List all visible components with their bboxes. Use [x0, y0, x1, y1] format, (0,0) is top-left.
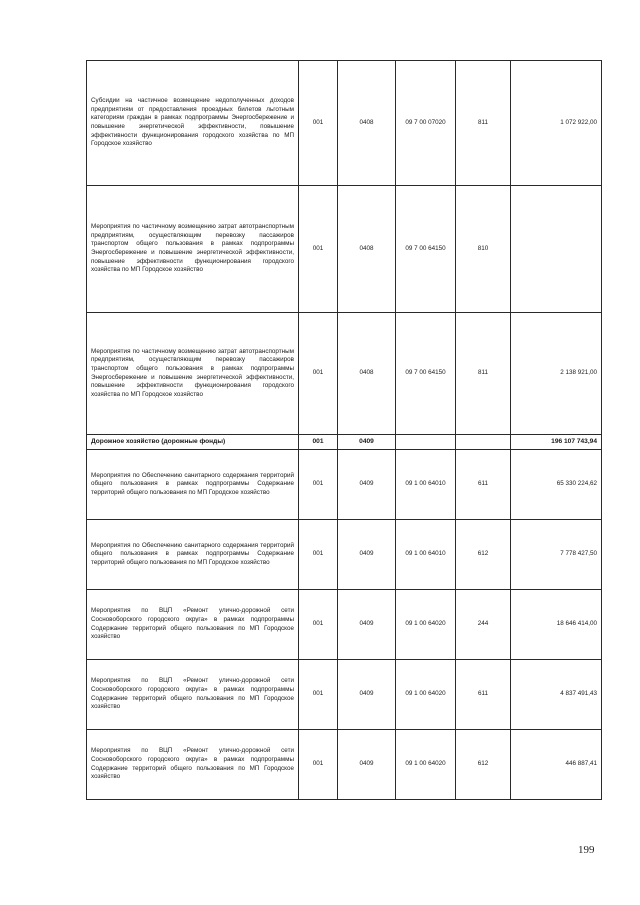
cell-name: Мероприятия по ВЦП «Ремонт улично-дорожной сети Сосновоборского городского округа» в рамках подпрограммы Содержание территорий общего пользования по МП Городское хозяйство	[87, 730, 299, 800]
cell-expense-type	[456, 435, 511, 450]
cell-amount: 196 107 743,94	[511, 435, 602, 450]
cell-section: 0409	[338, 730, 396, 800]
cell-section: 0408	[338, 186, 396, 313]
cell-name: Мероприятия по ВЦП «Ремонт улично-дорожной сети Сосновоборского городского округа» в рамках подпрограммы Содержание территорий общего пользования по МП Городское хозяйство	[87, 660, 299, 730]
cell-section: 0409	[338, 590, 396, 660]
cell-grbs: 001	[299, 313, 338, 435]
cell-amount: 4 837 491,43	[511, 660, 602, 730]
cell-section: 0408	[338, 61, 396, 186]
table-row	[87, 61, 602, 186]
cell-target-article: 09 1 00 64010	[396, 450, 456, 520]
cell-expense-type: 244	[456, 590, 511, 660]
cell-amount: 2 138 921,00	[511, 313, 602, 435]
cell-section: 0408	[338, 313, 396, 435]
cell-amount: 1 072 922,00	[511, 61, 602, 186]
cell-grbs: 001	[299, 450, 338, 520]
cell-section: 0409	[338, 660, 396, 730]
table-row	[87, 590, 602, 660]
cell-expense-type: 811	[456, 61, 511, 186]
cell-name: Мероприятия по частичному возмещению затрат автотранспортным предприятиям, осуществляющим перевозку пассажиров транспортом общего пользования в рамках подпрограммы Энергосбережение и повышение энергетической эффективности, повышение эффективности функционирования городского хозяйства по МП Городское хозяйство	[87, 313, 299, 435]
cell-amount: 18 646 414,00	[511, 590, 602, 660]
table-row	[87, 520, 602, 590]
cell-grbs: 001	[299, 520, 338, 590]
cell-expense-type: 611	[456, 450, 511, 520]
page-number: 199	[578, 844, 595, 856]
cell-expense-type: 811	[456, 313, 511, 435]
table-row	[87, 186, 602, 313]
table-row	[87, 435, 602, 450]
cell-name: Субсидии на частичное возмещение недополученных доходов предприятиям от предоставления проездных билетов льготным категориям граждан в рамках подпрограммы Энергосбережение и повышение энергетической эффективности, повышение эффективности функционирования городского хозяйства по МП Городское хозяйство	[87, 61, 299, 186]
cell-amount: 65 330 224,62	[511, 450, 602, 520]
table-row	[87, 730, 602, 800]
budget-table	[86, 60, 602, 800]
cell-target-article: 09 1 00 64020	[396, 590, 456, 660]
cell-target-article: 09 7 00 64150	[396, 186, 456, 313]
cell-target-article: 09 1 00 64010	[396, 520, 456, 590]
cell-section: 0409	[338, 450, 396, 520]
cell-target-article: 09 1 00 64020	[396, 660, 456, 730]
cell-section: 0409	[338, 520, 396, 590]
cell-target-article	[396, 435, 456, 450]
table-row	[87, 313, 602, 435]
cell-amount: 7 778 427,50	[511, 520, 602, 590]
cell-expense-type: 612	[456, 520, 511, 590]
cell-expense-type: 810	[456, 186, 511, 313]
table-body	[87, 61, 602, 800]
cell-grbs: 001	[299, 435, 338, 450]
cell-grbs: 001	[299, 590, 338, 660]
cell-expense-type: 612	[456, 730, 511, 800]
cell-amount	[511, 186, 602, 313]
cell-grbs: 001	[299, 730, 338, 800]
cell-amount: 446 887,41	[511, 730, 602, 800]
cell-grbs: 001	[299, 61, 338, 186]
table-row	[87, 450, 602, 520]
cell-target-article: 09 7 00 07020	[396, 61, 456, 186]
cell-expense-type: 611	[456, 660, 511, 730]
cell-target-article: 09 1 00 64020	[396, 730, 456, 800]
cell-name: Мероприятия по частичному возмещению затрат автотранспортным предприятиям, осуществляющим перевозку пассажиров транспортом общего пользования в рамках подпрограммы Энергосбережение и повышение энергетической эффективности, повышение эффективности функционирования городского хозяйства по МП Городское хозяйство	[87, 186, 299, 313]
cell-target-article: 09 7 00 64150	[396, 313, 456, 435]
cell-name: Мероприятия по ВЦП «Ремонт улично-дорожной сети Сосновоборского городского округа» в рамках подпрограммы Содержание территорий общего пользования по МП Городское хозяйство	[87, 590, 299, 660]
cell-name: Мероприятия по Обеспечению санитарного содержания территорий общего пользования в рамках подпрограммы Содержание территорий общего пользования по МП Городское хозяйство	[87, 450, 299, 520]
cell-grbs: 001	[299, 660, 338, 730]
cell-name: Дорожное хозяйство (дорожные фонды)	[87, 435, 299, 450]
cell-section: 0409	[338, 435, 396, 450]
cell-name: Мероприятия по Обеспечению санитарного содержания территорий общего пользования в рамках подпрограммы Содержание территорий общего пользования по МП Городское хозяйство	[87, 520, 299, 590]
table-row	[87, 660, 602, 730]
cell-grbs: 001	[299, 186, 338, 313]
